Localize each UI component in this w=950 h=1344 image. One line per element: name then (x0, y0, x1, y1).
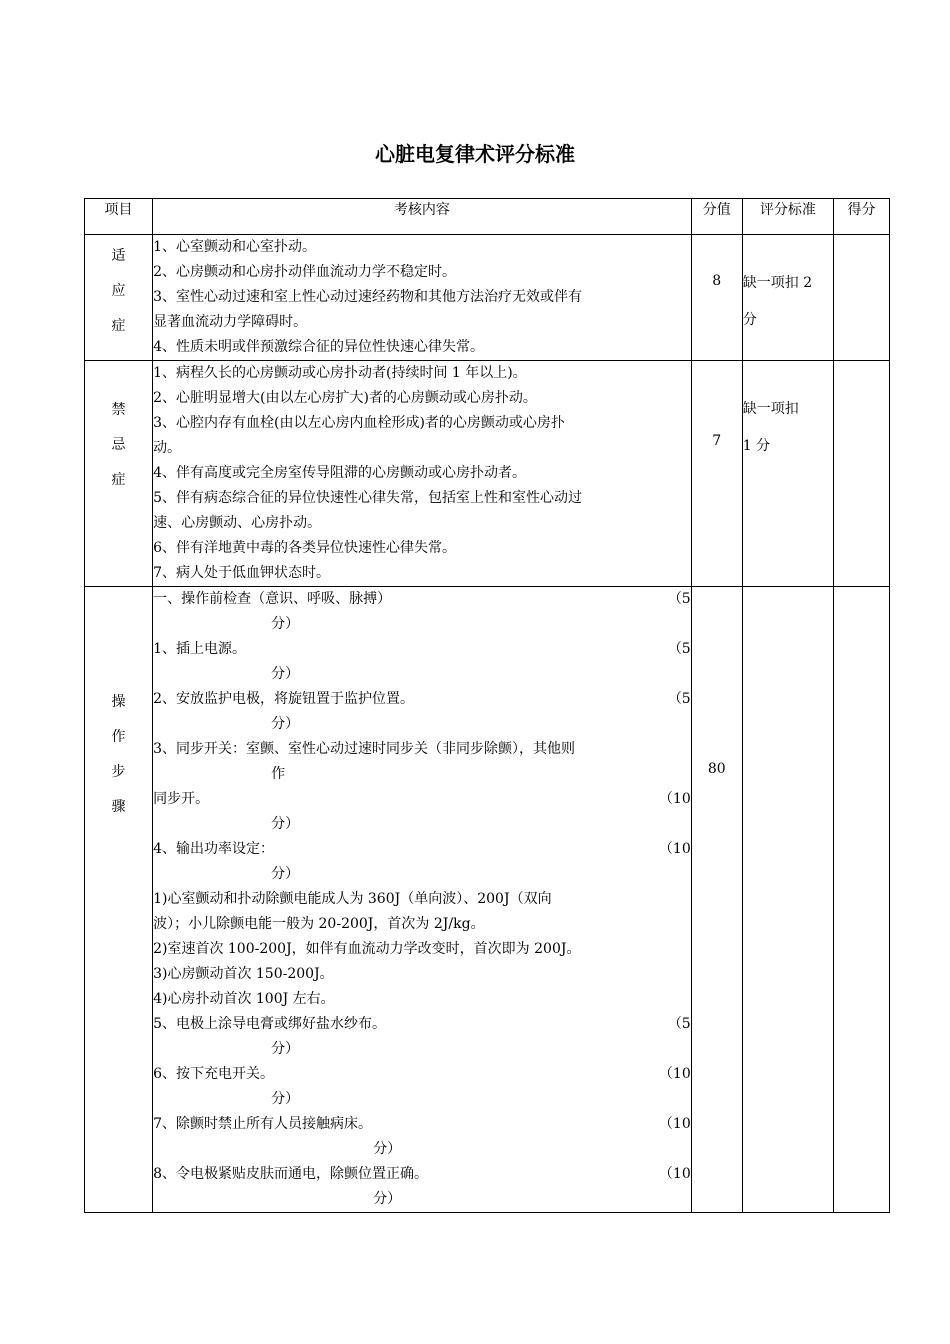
row-label (85, 361, 153, 587)
label-char: 适 (111, 248, 126, 264)
row-content (153, 361, 692, 587)
label-char: 症 (111, 472, 126, 488)
label-char: 操 (111, 694, 126, 710)
row-label (85, 587, 153, 1213)
table-row-indications (85, 235, 890, 361)
content-line: 3、室性心动过速和室上性心动过速经药物和其他方法治疗无效或伴有 (153, 289, 582, 305)
content-line: 分） (271, 616, 300, 632)
content-line: 分） (271, 866, 300, 882)
content-line: 3)心房颤动首次 150-200J。 (153, 966, 334, 982)
content-line: 2、心脏明显增大(由以左心房扩大)者的心房颤动或心房扑动。 (153, 390, 537, 406)
content-line: 一、操作前检查（意识、呼吸、脉搏） （5 (153, 591, 691, 607)
header-result: 得分 (833, 199, 889, 235)
content-line: 7、病人处于低血钾状态时。 (153, 565, 330, 581)
content-line: 2、安放监护电极，将旋钮置于监护位置。 （5 (153, 691, 691, 707)
row-standard (742, 587, 833, 1213)
content-line: 4、输出功率设定： （10 (153, 841, 691, 857)
content-line: 8、令电极紧贴皮肤而通电，除颤位置正确。 （10 (153, 1166, 691, 1182)
content-line: 1、插上电源。 （5 (153, 641, 691, 657)
content-line: 动。 (153, 440, 182, 456)
label-char: 症 (111, 318, 126, 334)
standard-line: 缺一项扣 2 (742, 275, 813, 291)
content-line: 4)心房扑动首次 100J 左右。 (153, 991, 335, 1007)
row-score: 80 (691, 587, 742, 1213)
table-header-row (85, 199, 890, 235)
content-line: 6、伴有洋地黄中毒的各类异位快速性心律失常。 (153, 540, 456, 556)
row-score: 8 (691, 235, 742, 361)
header-content: 考核内容 (153, 199, 692, 235)
content-line: 波）；小儿除颤电能一般为 20-200J，首次为 2J/kg。 (153, 916, 485, 932)
content-line: 速、心房颤动、心房扑动。 (153, 515, 322, 531)
row-standard (742, 235, 833, 361)
content-line: 5、电极上涂导电膏或绑好盐水纱布。 （5 (153, 1016, 691, 1032)
content-line: 1)心室颤动和扑动除颤电能成人为 360J（单向波）、200J（双向 (153, 891, 552, 907)
row-score: 7 (691, 361, 742, 587)
label-char: 禁 (111, 402, 126, 418)
header-score: 分值 (691, 199, 742, 235)
content-line: 3、心腔内存有血栓(由以左心房内血栓形成)者的心房颤动或心房扑 (153, 415, 565, 431)
header-standard: 评分标准 (742, 199, 833, 235)
content-line: 分） (271, 1041, 300, 1057)
content-line: 2、心房颤动和心房扑动伴血流动力学不稳定时。 (153, 264, 456, 280)
content-line: 1、病程久长的心房颤动或心房扑动者(持续时间 1 年以上)。 (153, 365, 527, 381)
label-char: 应 (111, 283, 126, 299)
content-line: 同步开。 （10 (153, 791, 691, 807)
content-line: 1、心室颤动和心室扑动。 (153, 239, 316, 255)
label-char: 步 (111, 764, 126, 780)
content-line: 分） (271, 666, 300, 682)
content-line: 4、伴有高度或完全房室传导阻滞的心房颤动或心房扑动者。 (153, 465, 526, 481)
content-line: 分） (271, 1091, 300, 1107)
content-line: 4、性质未明或伴预激综合征的异位性快速心律失常。 (153, 339, 484, 355)
table-row-contraindications (85, 361, 890, 587)
content-line: 3、同步开关：室颤、室性心动过速时同步关（非同步除颤），其他则 (153, 741, 575, 757)
content-line: 5、伴有病态综合征的异位快速性心律失常，包括室上性和室性心动过 (153, 490, 582, 506)
row-standard (742, 361, 833, 587)
content-line: 作 (271, 766, 286, 782)
standard-line: 缺一项扣 (742, 401, 799, 417)
row-result (833, 361, 889, 587)
row-result (833, 587, 889, 1213)
row-result (833, 235, 889, 361)
row-content (153, 587, 692, 1213)
standard-line: 1 分 (742, 438, 771, 454)
content-line: 分） (373, 1191, 402, 1207)
label-char: 骤 (111, 799, 126, 815)
label-char: 作 (111, 729, 126, 745)
table-row-procedure (85, 587, 890, 1213)
content-line: 分） (271, 716, 300, 732)
content-line: 6、按下充电开关。 （10 (153, 1066, 691, 1082)
row-label (85, 235, 153, 361)
content-line: 显著血流动力学障碍时。 (153, 314, 308, 330)
label-char: 忌 (111, 437, 126, 453)
row-content (153, 235, 692, 361)
header-item: 项目 (85, 199, 153, 235)
content-line: 分） (271, 816, 300, 832)
page-title: 心脏电复律术评分标准 (375, 142, 575, 166)
standard-line: 分 (742, 312, 757, 328)
content-line: 7、除颤时禁止所有人员接触病床。 （10 (153, 1116, 691, 1132)
content-line: 2)室速首次 100-200J，如伴有血流动力学改变时，首次即为 200J。 (153, 941, 581, 957)
content-line: 分） (373, 1141, 402, 1157)
scoring-table (84, 198, 890, 1213)
